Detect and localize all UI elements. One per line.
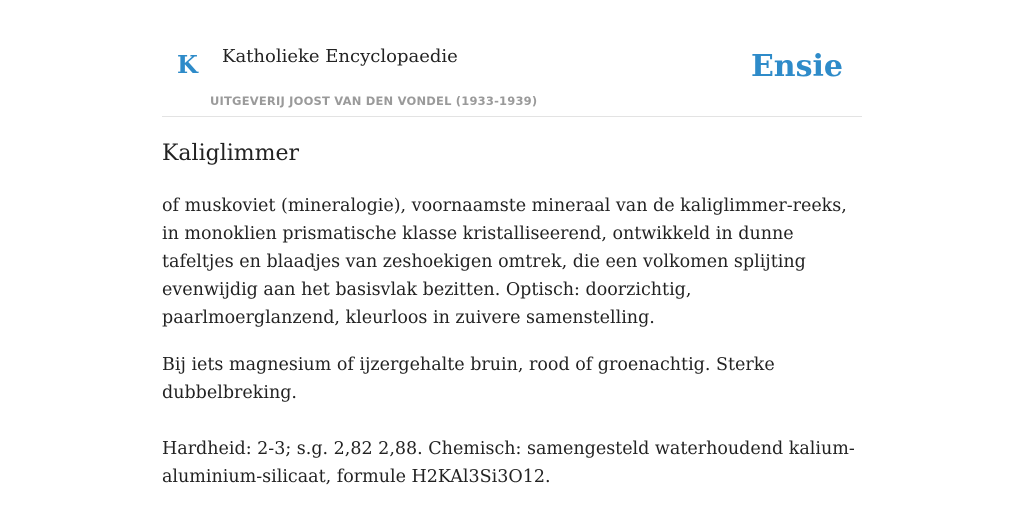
article-paragraph: of muskoviet (mineralogie), voornaamste mineraal van de kaliglimmer-reeks, in monoklien prismatische klasse kristalliseerend, ontwikkeld in dunne tafeltjes en blaadjes van zeshoekigen omtrek, die een volkomen splijting evenwijdig aan het basisvlak bezitten. Optisch: doorzichtig, paarlmoerglanzend, kleurloos in zuivere samenstelling. bbox=[162, 196, 847, 328]
publication-title[interactable]: Katholieke Encyclopaedie bbox=[222, 46, 458, 67]
site-header bbox=[162, 0, 862, 117]
encyclopedia-logo-icon[interactable]: K bbox=[177, 50, 198, 79]
article-content bbox=[162, 138, 862, 491]
article-paragraph: Hardheid: 2-3; s.g. 2,82 2,88. Chemisch: samengesteld waterhoudend kalium-aluminium-silicaat, formule H2KAl3Si3O12. bbox=[162, 439, 855, 487]
article-paragraph: Bij iets magnesium of ijzergehalte bruin, rood of groenachtig. Sterke dubbelbreking. bbox=[162, 355, 775, 403]
ensie-brand-logo[interactable]: Ensie bbox=[750, 49, 843, 84]
publisher-subtitle: UITGEVERIJ JOOST VAN DEN VONDEL (1933-1939) bbox=[210, 94, 538, 108]
entry-title: Kaliglimmer bbox=[162, 141, 300, 166]
